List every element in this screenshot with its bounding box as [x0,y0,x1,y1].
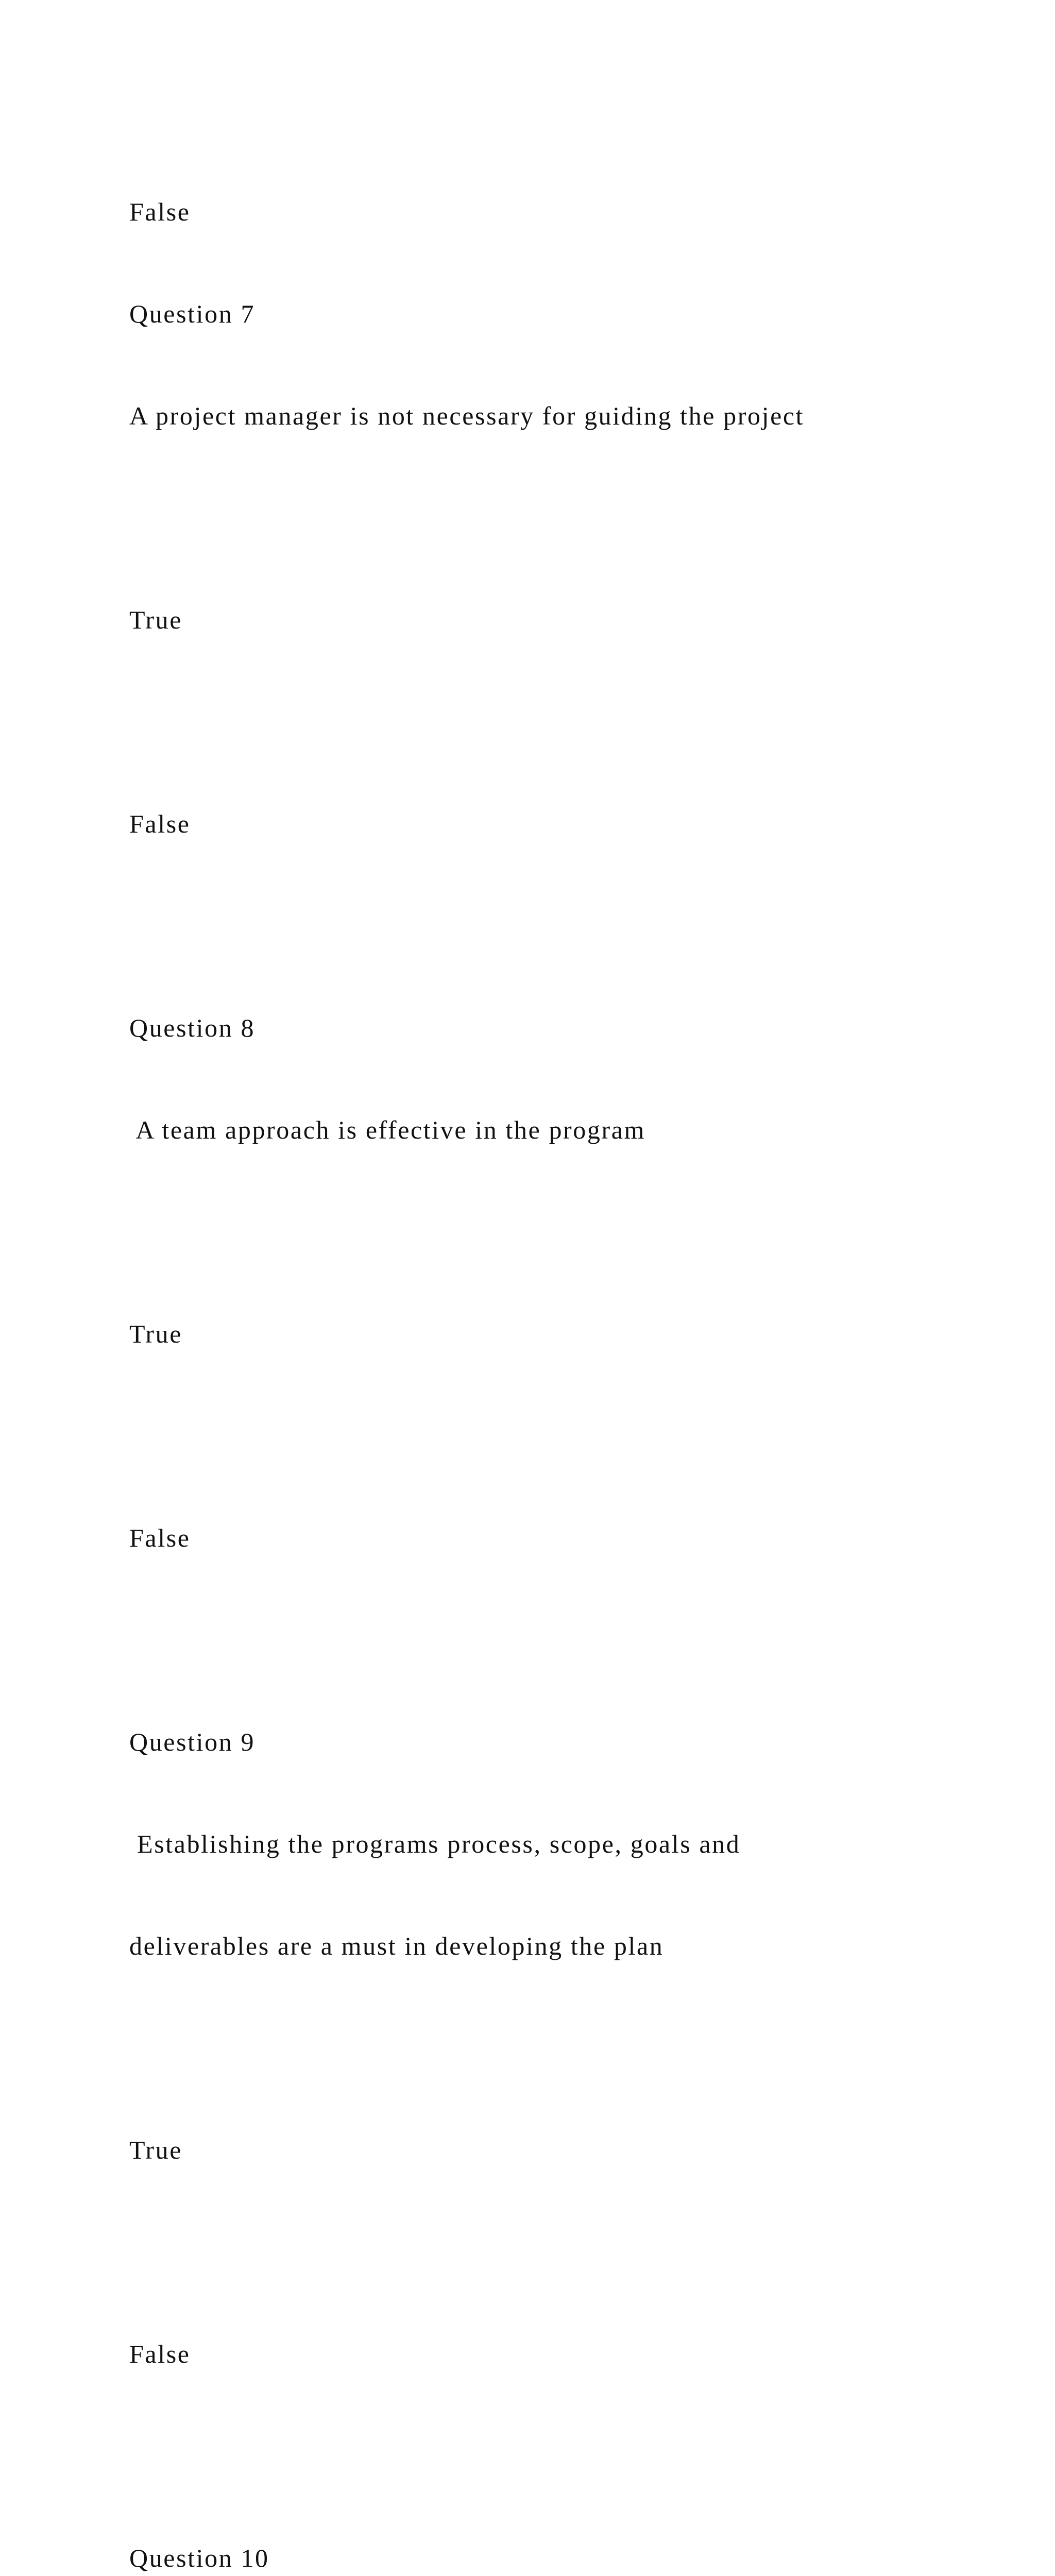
question-9-text-line-1: Establishing the programs process, scope, goals and [129,1829,741,1858]
question-9-heading: Question 9 [129,1727,256,1756]
question-7-text: A project manager is not necessary for guiding the project [129,401,805,430]
spacer [129,1419,964,1453]
question-7-option-false: False [129,809,191,838]
spacer [129,909,964,943]
question-8-heading: Question 8 [129,1013,256,1042]
question-7-heading: Question 7 [129,299,256,328]
spacer [129,2235,964,2269]
question-9-text-line-2: deliverables are a must in developing the plan [129,1931,664,1960]
spacer [129,2439,964,2473]
question-9-option-true: True [129,2136,183,2164]
spacer [129,705,964,739]
question-7-option-true: True [129,605,183,634]
question-10-heading: Question 10 [129,2544,269,2572]
spacer [129,1215,964,1249]
question-8-option-false: False [129,1523,191,1552]
question-8-text: A team approach is effective in the program [129,1115,646,1144]
spacer [129,501,964,535]
question-8-option-true: True [129,1319,183,1348]
document-text [129,127,964,2576]
spacer [129,1623,964,1657]
answer-option-false: False [129,197,191,226]
question-9-option-false: False [129,2340,191,2368]
spacer [129,2031,964,2065]
